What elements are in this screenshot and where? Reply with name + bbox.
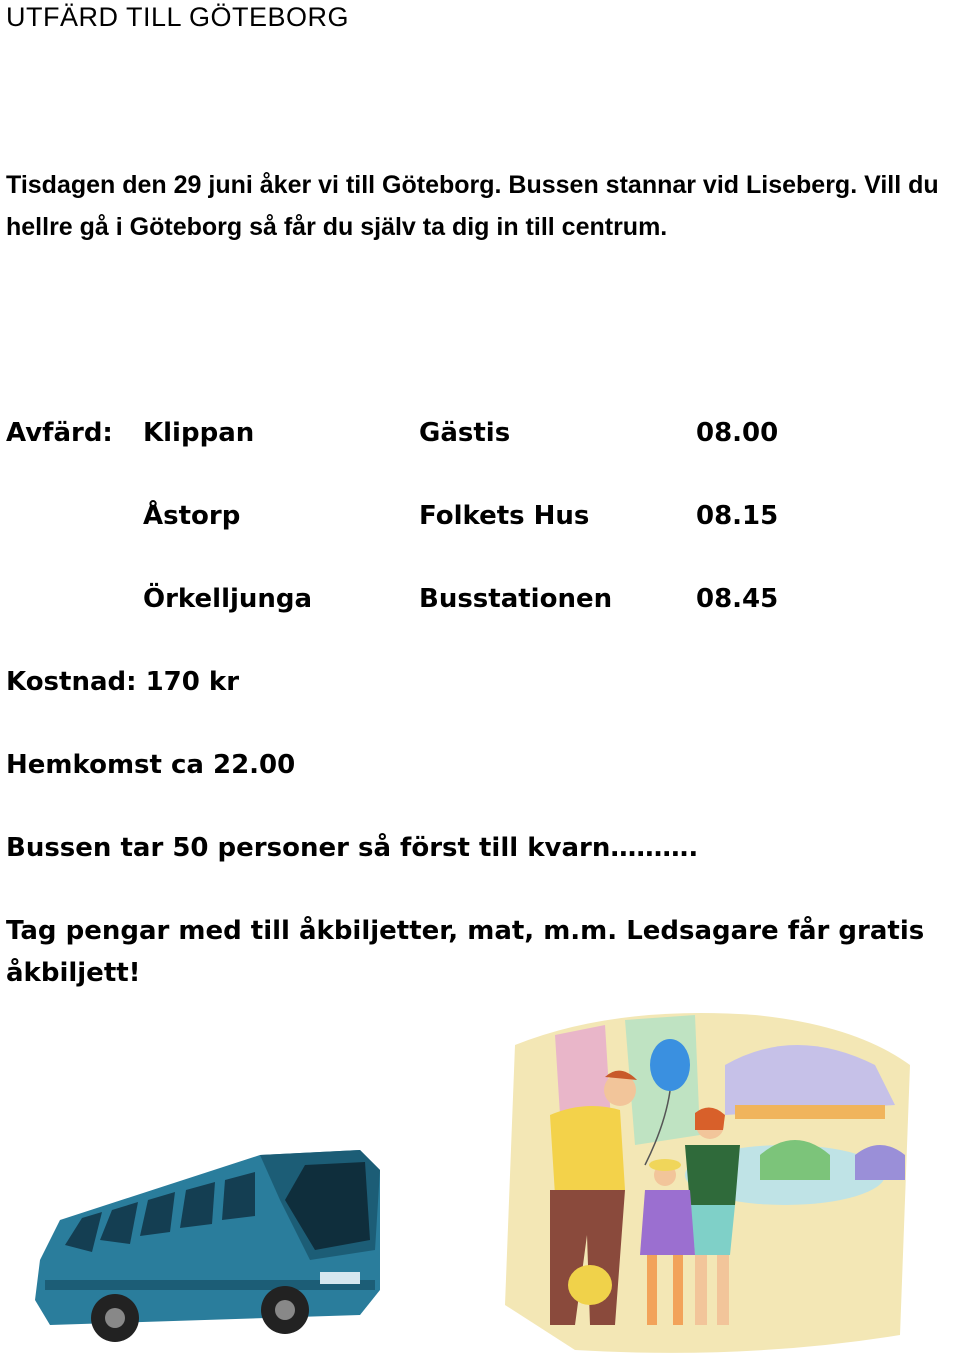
page-title: UTFÄRD TILL GÖTEBORG: [6, 2, 350, 32]
departure-time: 08.45: [696, 584, 779, 614]
departure-time: 08.15: [696, 501, 779, 531]
note-paragraph: Tag pengar med till åkbiljetter, mat, m.m. Ledsagare får gratis åkbiljett!: [6, 916, 925, 988]
departure-town: Örkelljunga: [143, 584, 313, 614]
departure-town: Åstorp: [143, 501, 241, 531]
bus-illustration: [30, 1140, 400, 1350]
intro-paragraph: Tisdagen den 29 juni åker vi till Göteborg. Bussen stannar vid Liseberg. Vill du hellre gå i Göteborg så får du själv ta dig in till centrum.: [6, 171, 939, 241]
bus-headlight: [320, 1272, 360, 1284]
toy-car-icon: [855, 1145, 905, 1180]
cost-line: Kostnad: 170 kr: [6, 667, 240, 697]
departure-place: Busstationen: [419, 584, 613, 614]
departure-place: Folkets Hus: [419, 501, 590, 531]
amusement-park-illustration: [495, 1005, 915, 1360]
capacity-line: Bussen tar 50 personer så först till kvarn……….: [6, 833, 699, 863]
departure-town: Klippan: [143, 418, 255, 448]
balloon-icon: [650, 1039, 690, 1091]
ball-icon: [568, 1265, 612, 1305]
return-line: Hemkomst ca 22.00: [6, 750, 296, 780]
departure-time: 08.00: [696, 418, 779, 448]
departure-place: Gästis: [419, 418, 511, 448]
departure-label: Avfärd:: [6, 418, 113, 448]
